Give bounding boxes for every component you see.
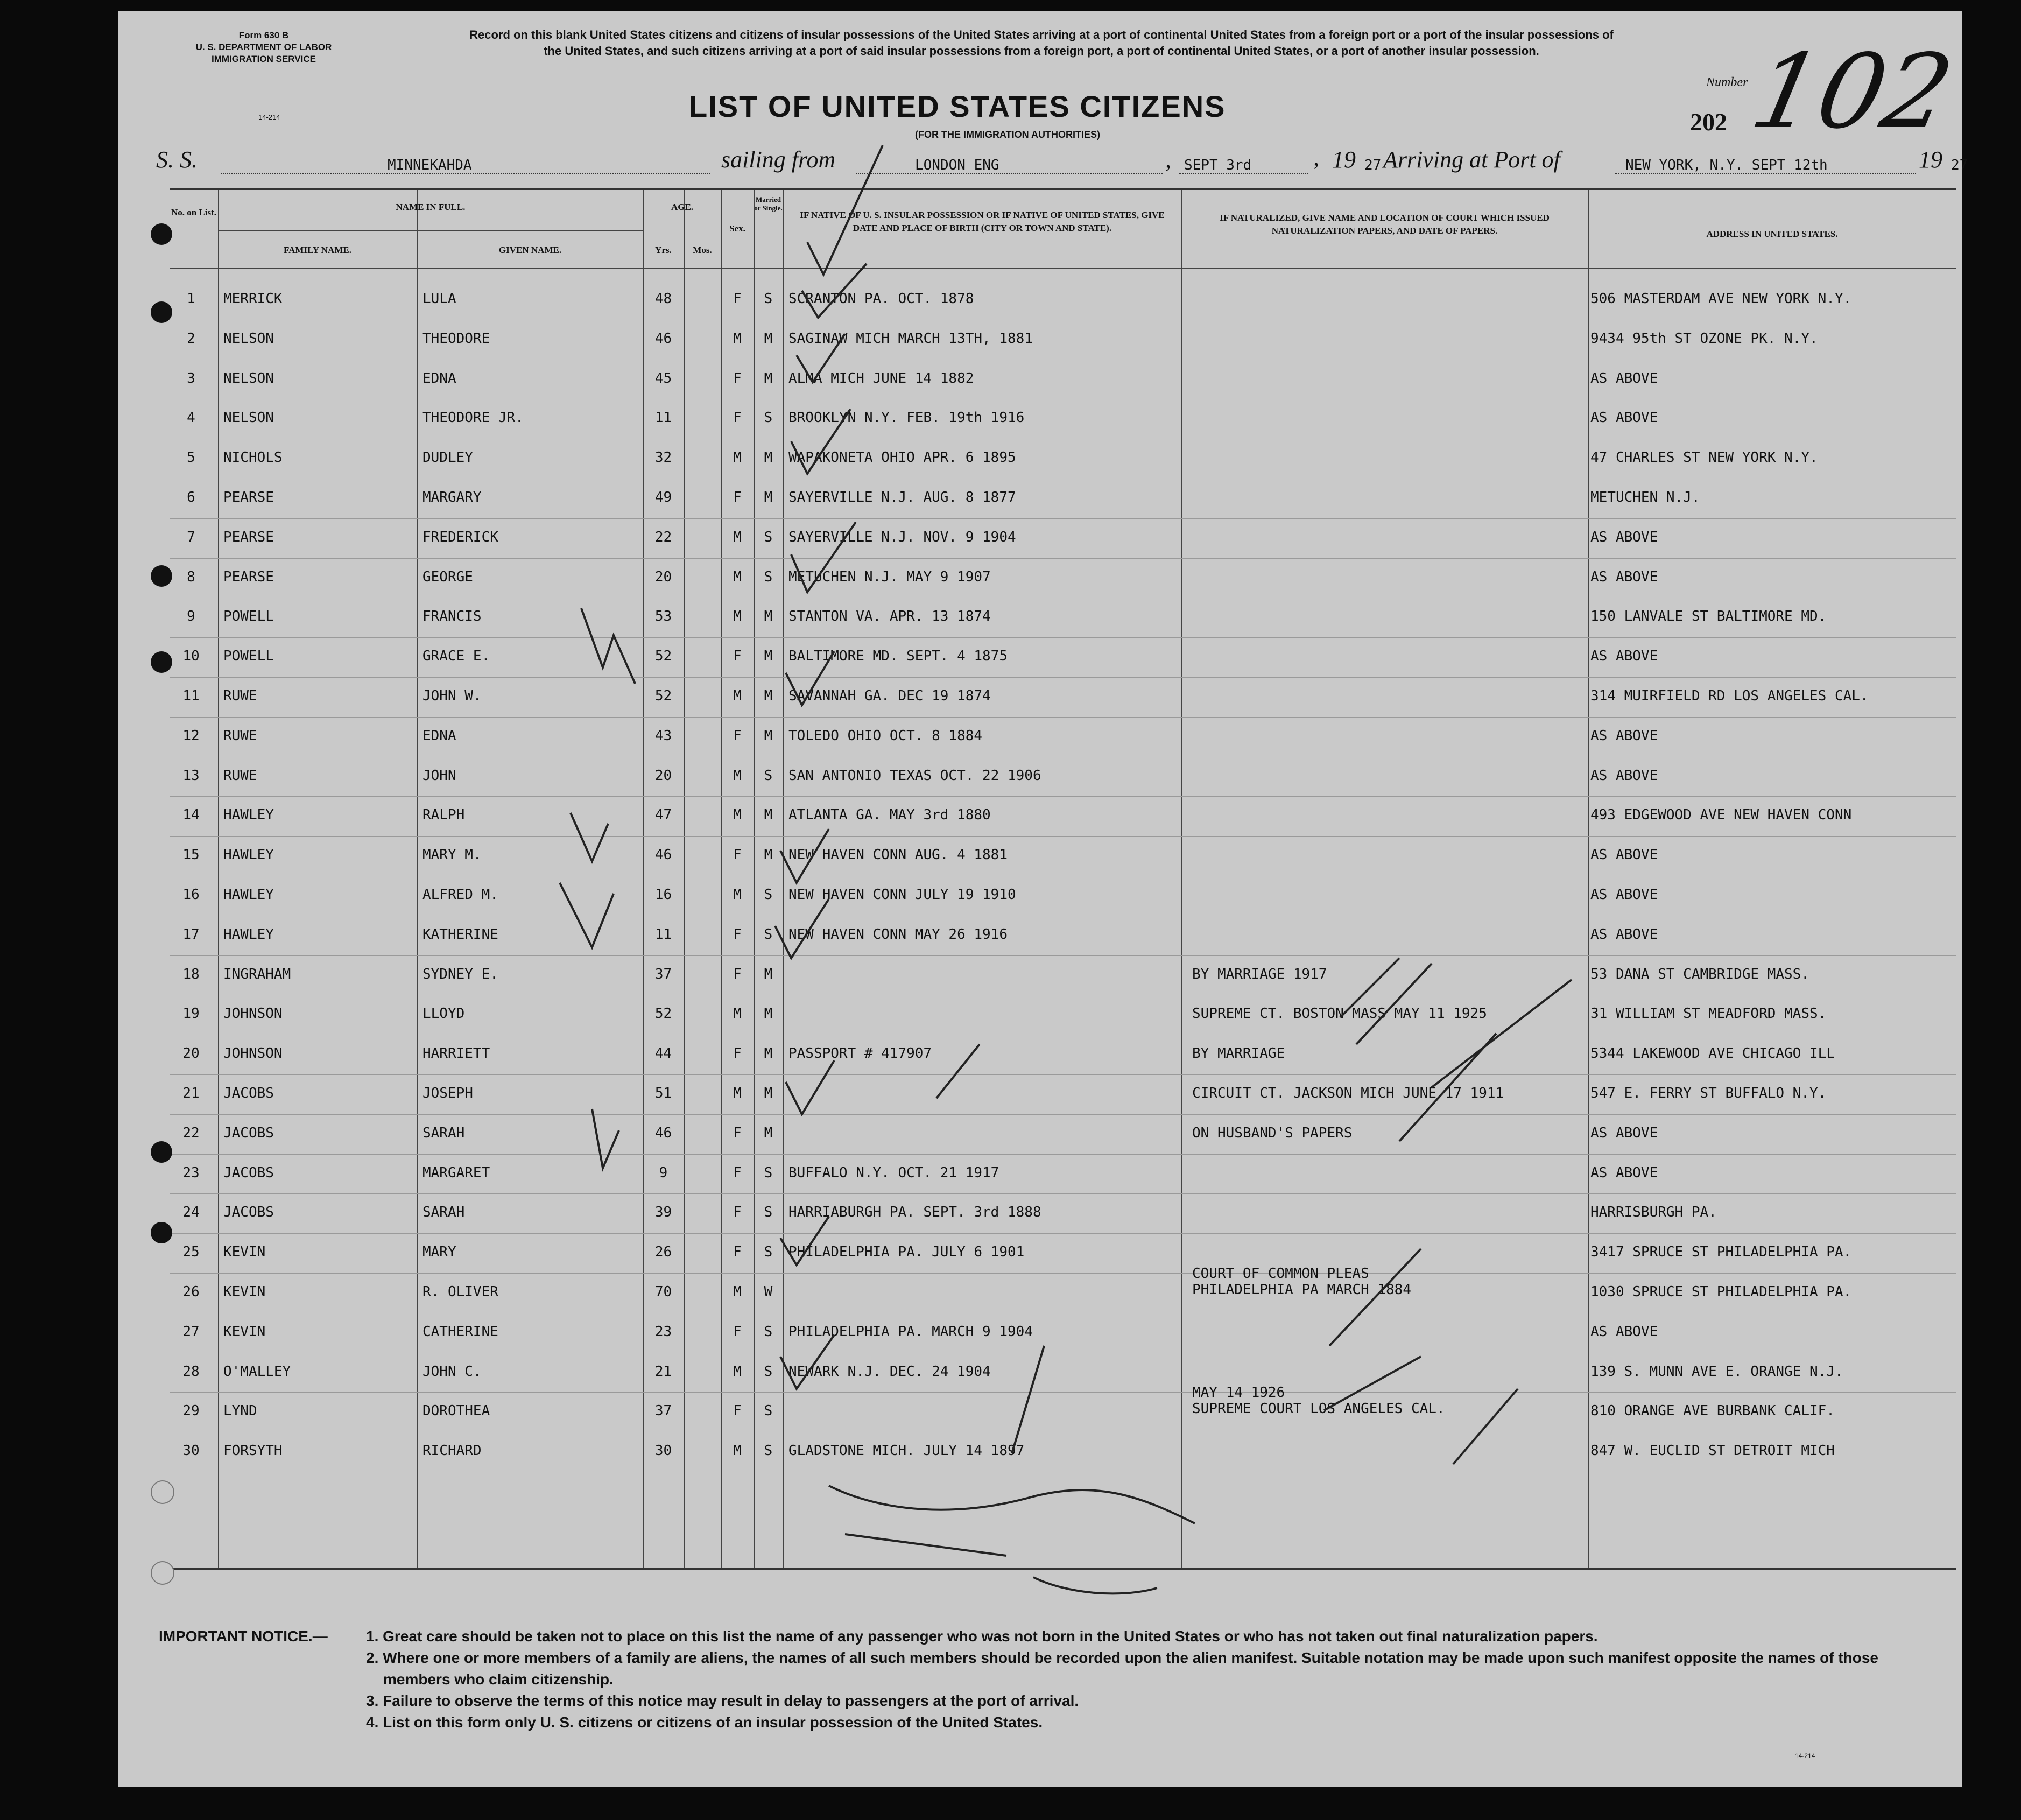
- col-sex: Sex.: [729, 223, 745, 234]
- given-name: JOHN W.: [422, 688, 482, 704]
- col-given-name: GIVEN NAME.: [498, 245, 562, 255]
- birth-info: SAYERVILLE N.J. NOV. 9 1904: [788, 529, 1016, 545]
- given-name: EDNA: [422, 370, 456, 387]
- given-name: THEODORE: [422, 330, 490, 347]
- row-number: 6: [187, 489, 195, 505]
- given-name: DOROTHEA: [422, 1403, 490, 1420]
- sex: F: [733, 926, 742, 943]
- age-years: 46: [654, 1125, 672, 1141]
- us-address: 53 DANA ST CAMBRIDGE MASS.: [1590, 966, 1809, 982]
- us-address: AS ABOVE: [1590, 1125, 1658, 1141]
- voyage-line: S. S. MINNEKAHDA sailing from LONDON ENG , SEPT 3rd , 19 27 Arriving at Port of NEW YORK, N.Y. SEPT 12th 19 27: [156, 144, 1968, 173]
- given-name: FREDERICK: [422, 529, 498, 545]
- birth-info: GLADSTONE MICH. JULY 14 1897: [788, 1443, 1025, 1459]
- family-name: RUWE: [223, 688, 257, 704]
- given-name: EDNA: [422, 727, 456, 744]
- marital-status: M: [764, 1085, 773, 1101]
- check-mark: [780, 1217, 829, 1265]
- number-label: Number: [1706, 75, 1748, 89]
- row-number: 3: [187, 370, 195, 387]
- family-name: FORSYTH: [223, 1443, 283, 1459]
- sex: M: [733, 1363, 742, 1380]
- sex: F: [733, 1164, 742, 1181]
- us-address: METUCHEN N.J.: [1590, 489, 1700, 505]
- family-name: INGRAHAM: [223, 966, 291, 982]
- age-years: 22: [654, 529, 672, 545]
- sex: M: [733, 1443, 742, 1459]
- birth-info: SAVANNAH GA. DEC 19 1874: [788, 688, 991, 704]
- us-address: AS ABOVE: [1590, 648, 1658, 665]
- notice-item: 4. List on this form only U. S. citizens or citizens of an insular possession of the United States.: [366, 1714, 1043, 1731]
- row-number: 21: [182, 1085, 200, 1101]
- row-number: 15: [182, 847, 200, 863]
- family-name: HAWLEY: [223, 887, 274, 903]
- row-number: 5: [187, 449, 195, 466]
- row-number: 13: [182, 767, 200, 784]
- sex: F: [733, 1045, 742, 1062]
- age-years: 9: [659, 1164, 668, 1181]
- sex: F: [733, 727, 742, 744]
- sex: M: [733, 330, 742, 347]
- age-years: 37: [654, 1403, 672, 1420]
- family-name: KEVIN: [223, 1284, 266, 1300]
- family-name: HAWLEY: [223, 847, 274, 863]
- age-years: 23: [654, 1323, 672, 1340]
- row-number: 20: [182, 1045, 200, 1062]
- marital-status: S: [764, 1323, 773, 1340]
- row-number: 8: [187, 568, 195, 585]
- row-number: 28: [182, 1363, 200, 1380]
- marital-status: S: [764, 887, 773, 903]
- family-name: NELSON: [223, 330, 274, 347]
- birth-info: STANTON VA. APR. 13 1874: [788, 608, 991, 625]
- us-address: 139 S. MUNN AVE E. ORANGE N.J.: [1590, 1363, 1843, 1380]
- us-address: 47 CHARLES ST NEW YORK N.Y.: [1590, 449, 1818, 466]
- sex: M: [733, 688, 742, 704]
- marital-status: M: [764, 966, 773, 982]
- given-name: MARGARY: [422, 489, 482, 505]
- sex: F: [733, 966, 742, 982]
- us-address: AS ABOVE: [1590, 1164, 1658, 1181]
- family-name: KEVIN: [223, 1323, 266, 1340]
- us-address: 810 ORANGE AVE BURBANK CALIF.: [1590, 1403, 1835, 1420]
- arriving-label: Arriving at Port of: [1383, 146, 1560, 173]
- family-name: KEVIN: [223, 1244, 266, 1261]
- given-name: THEODORE JR.: [422, 410, 524, 426]
- family-name: JACOBS: [223, 1204, 274, 1221]
- given-name: SARAH: [422, 1204, 465, 1221]
- us-address: AS ABOVE: [1590, 847, 1658, 863]
- marital-status: S: [764, 529, 773, 545]
- sex: F: [733, 1403, 742, 1420]
- marital-status: M: [764, 688, 773, 704]
- row-number: 2: [187, 330, 195, 347]
- ss-label: S. S.: [156, 146, 198, 173]
- given-name: GEORGE: [422, 568, 473, 585]
- row-number: 29: [182, 1403, 200, 1420]
- us-address: AS ABOVE: [1590, 568, 1658, 585]
- sex: F: [733, 1244, 742, 1261]
- given-name: MARGARET: [422, 1164, 490, 1181]
- birth-info: WAPAKONETA OHIO APR. 6 1895: [788, 449, 1016, 466]
- birth-info: NEW HAVEN CONN MAY 26 1916: [788, 926, 1008, 943]
- handwritten-list-number: 102: [1742, 32, 1963, 151]
- family-name: O'MALLEY: [223, 1363, 291, 1380]
- birth-info: NEWARK N.J. DEC. 24 1904: [788, 1363, 991, 1380]
- us-address: HARRISBURGH PA.: [1590, 1204, 1717, 1221]
- page-title: LIST OF UNITED STATES CITIZENS: [689, 89, 1226, 123]
- sex: F: [733, 648, 742, 665]
- age-years: 49: [654, 489, 672, 505]
- sex: F: [733, 291, 742, 307]
- us-address: AS ABOVE: [1590, 727, 1658, 744]
- age-years: 37: [654, 966, 672, 982]
- age-years: 16: [654, 887, 672, 903]
- age-years: 26: [654, 1244, 672, 1261]
- col-name-in-full: NAME IN FULL.: [396, 202, 466, 212]
- age-years: 52: [654, 648, 672, 665]
- marital-status: S: [764, 1363, 773, 1380]
- us-address: AS ABOVE: [1590, 926, 1658, 943]
- naturalization-info: ON HUSBAND'S PAPERS: [1192, 1125, 1353, 1141]
- us-address: 547 E. FERRY ST BUFFALO N.Y.: [1590, 1085, 1827, 1101]
- check-mark: [780, 829, 829, 883]
- sex: M: [733, 1085, 742, 1101]
- age-years: 48: [654, 291, 672, 307]
- department-name: U. S. DEPARTMENT OF LABOR: [195, 42, 332, 52]
- given-name: JOHN: [422, 767, 456, 784]
- col-age: AGE.: [671, 202, 694, 212]
- col-no: No. on List.: [171, 207, 217, 217]
- marital-status: S: [764, 926, 773, 943]
- form-number: Form 630 B: [238, 30, 289, 40]
- list-prefix: 202: [1690, 108, 1727, 136]
- check-mark: [780, 1335, 834, 1389]
- birth-info: PHILADELPHIA PA. JULY 6 1901: [788, 1244, 1025, 1261]
- row-number: 19: [182, 1006, 200, 1022]
- sex: F: [733, 410, 742, 426]
- age-years: 32: [654, 449, 672, 466]
- birth-info: NEW HAVEN CONN JULY 19 1910: [788, 887, 1016, 903]
- row-number: 14: [182, 807, 200, 824]
- row-number: 1: [187, 291, 195, 307]
- row-number: 26: [182, 1284, 200, 1300]
- age-years: 51: [654, 1085, 672, 1101]
- row-number: 4: [187, 410, 195, 426]
- row-number: 16: [182, 887, 200, 903]
- marital-status: M: [764, 489, 773, 505]
- family-name: NELSON: [223, 370, 274, 387]
- family-name: NELSON: [223, 410, 274, 426]
- birth-info: BROOKLYN N.Y. FEB. 19th 1916: [788, 410, 1025, 426]
- arrival-port: NEW YORK, N.Y. SEPT 12th: [1625, 157, 1828, 173]
- given-name: RICHARD: [422, 1443, 482, 1459]
- family-name: JACOBS: [223, 1125, 274, 1141]
- birth-info: NEW HAVEN CONN AUG. 4 1881: [788, 847, 1008, 863]
- naturalization-info: BY MARRIAGE: [1192, 1045, 1285, 1062]
- given-name: DUDLEY: [422, 449, 473, 466]
- given-name: R. OLIVER: [422, 1284, 498, 1300]
- check-mark: [791, 522, 856, 592]
- age-years: 43: [654, 727, 672, 744]
- age-years: 47: [654, 807, 672, 824]
- family-name: PEARSE: [223, 568, 274, 585]
- col-birth: IF NATIVE OF U. S. INSULAR POSSESSION OR IF NATIVE OF UNITED STATES, GIVE DATE AND PLACE OF BIRTH (CITY OR TOWN AND STATE).: [800, 210, 1165, 233]
- sailing-label: sailing from: [721, 146, 836, 173]
- check-mark: [791, 409, 850, 474]
- family-name: RUWE: [223, 727, 257, 744]
- row-number: 18: [182, 966, 200, 982]
- check-mark: [786, 651, 834, 705]
- birth-info: SAN ANTONIO TEXAS OCT. 22 1906: [788, 767, 1041, 784]
- given-name: LLOYD: [422, 1006, 465, 1022]
- row-number: 27: [182, 1323, 200, 1340]
- marital-status: S: [764, 1244, 773, 1261]
- sex: F: [733, 1204, 742, 1221]
- sex: M: [733, 608, 742, 625]
- given-name: LULA: [422, 291, 456, 307]
- marital-status: S: [764, 410, 773, 426]
- given-name: SYDNEY E.: [422, 966, 498, 982]
- row-number: 17: [182, 926, 200, 943]
- age-years: 11: [654, 410, 672, 426]
- sailing-from: LONDON ENG: [915, 157, 999, 173]
- record-instructions: Record on this blank United States citizens and citizens of insular possessions of the United States arriving at a port of continental United States from a foreign port or a port of the insular possessions of the United States, and such citizens arriving at a port of said insular possessions from a foreign port, a port of continental United States, or a port of another insular possession.: [469, 28, 1614, 58]
- notice-item: 3. Failure to observe the terms of this notice may result in delay to passengers at the port of arrival.: [366, 1692, 1079, 1709]
- age-years: 20: [654, 767, 672, 784]
- ship-name: MINNEKAHDA: [388, 157, 472, 173]
- us-address: AS ABOVE: [1590, 767, 1658, 784]
- age-years: 30: [654, 1443, 672, 1459]
- us-address: 5344 LAKEWOOD AVE CHICAGO ILL: [1590, 1045, 1835, 1062]
- notice-lead: IMPORTANT NOTICE.—: [159, 1628, 328, 1645]
- col-mos: Mos.: [693, 245, 712, 255]
- birth-info: ALMA MICH JUNE 14 1882: [788, 370, 974, 387]
- age-years: 46: [654, 847, 672, 863]
- marital-status: S: [764, 1443, 773, 1459]
- sex: F: [733, 370, 742, 387]
- us-address: 847 W. EUCLID ST DETROIT MICH: [1590, 1443, 1835, 1459]
- given-name: JOSEPH: [422, 1085, 473, 1101]
- col-married-single: Married or Single.: [754, 195, 783, 212]
- family-name: JACOBS: [223, 1164, 274, 1181]
- row-number: 12: [182, 727, 200, 744]
- marital-status: S: [764, 568, 773, 585]
- family-name: JOHNSON: [223, 1045, 283, 1062]
- us-address: AS ABOVE: [1590, 410, 1658, 426]
- birth-info: PHILADELPHIA PA. MARCH 9 1904: [788, 1323, 1033, 1340]
- family-name: PEARSE: [223, 529, 274, 545]
- us-address: AS ABOVE: [1590, 1323, 1658, 1340]
- us-address: 506 MASTERDAM AVE NEW YORK N.Y.: [1590, 291, 1852, 307]
- col-family-name: FAMILY NAME.: [284, 245, 351, 255]
- naturalization-info: MAY 14 1926 SUPREME COURT LOS ANGELES CAL.: [1192, 1385, 1445, 1417]
- given-name: HARRIETT: [422, 1045, 490, 1062]
- age-years: 20: [654, 568, 672, 585]
- marital-status: S: [764, 1403, 773, 1420]
- us-address: 493 EDGEWOOD AVE NEW HAVEN CONN: [1590, 807, 1852, 824]
- naturalization-info: COURT OF COMMON PLEAS PHILADELPHIA PA MARCH 1884: [1192, 1266, 1411, 1298]
- family-name: NICHOLS: [223, 449, 283, 466]
- sex: M: [733, 529, 742, 545]
- naturalization-info: SUPREME CT. BOSTON MASS MAY 11 1925: [1192, 1006, 1487, 1022]
- family-name: HAWLEY: [223, 807, 274, 824]
- col-naturalized: IF NATURALIZED, GIVE NAME AND LOCATION OF COURT WHICH ISSUED NATURALIZATION PAPERS, AND DATE OF PAPERS.: [1220, 213, 1550, 236]
- notice-item: 1. Great care should be taken not to place on this list the name of any passenger who was not born in the United States or who has not taken out final naturalization papers.: [366, 1628, 1598, 1645]
- sex: M: [733, 1284, 742, 1300]
- given-name: CATHERINE: [422, 1323, 498, 1340]
- marital-status: S: [764, 1164, 773, 1181]
- col-yrs: Yrs.: [655, 245, 672, 255]
- us-address: 150 LANVALE ST BALTIMORE MD.: [1590, 608, 1827, 625]
- age-years: 21: [654, 1363, 672, 1380]
- age-years: 52: [654, 688, 672, 704]
- age-years: 39: [654, 1204, 672, 1221]
- row-number: 10: [182, 648, 200, 665]
- row-number: 30: [182, 1443, 200, 1459]
- sex: M: [733, 568, 742, 585]
- marital-status: M: [764, 1045, 773, 1062]
- marital-status: S: [764, 767, 773, 784]
- birth-info: TOLEDO OHIO OCT. 8 1884: [788, 727, 983, 744]
- given-name: FRANCIS: [422, 608, 482, 625]
- row-number: 25: [182, 1244, 200, 1261]
- birth-info: METUCHEN N.J. MAY 9 1907: [788, 568, 991, 585]
- check-mark: [786, 1060, 834, 1114]
- age-years: 44: [654, 1045, 672, 1062]
- row-number: 22: [182, 1125, 200, 1141]
- marital-status: M: [764, 370, 773, 387]
- age-years: 52: [654, 1006, 672, 1022]
- us-address: AS ABOVE: [1590, 887, 1658, 903]
- birth-info: SAYERVILLE N.J. AUG. 8 1877: [788, 489, 1016, 505]
- service-name: IMMIGRATION SERVICE: [212, 54, 316, 64]
- birth-info: HARRIABURGH PA. SEPT. 3rd 1888: [788, 1204, 1041, 1221]
- marital-status: M: [764, 608, 773, 625]
- naturalization-info: BY MARRIAGE 1917: [1192, 966, 1327, 982]
- page-subtitle: (FOR THE IMMIGRATION AUTHORITIES): [915, 129, 1100, 140]
- age-years: 45: [654, 370, 672, 387]
- sex: M: [733, 807, 742, 824]
- sex: M: [733, 767, 742, 784]
- year-prefix: 19: [1332, 146, 1356, 173]
- us-address: AS ABOVE: [1590, 370, 1658, 387]
- sex: F: [733, 847, 742, 863]
- birth-info: SCRANTON PA. OCT. 1878: [788, 291, 974, 307]
- given-name: JOHN C.: [422, 1363, 482, 1380]
- us-address: 1030 SPRUCE ST PHILADELPHIA PA.: [1590, 1284, 1852, 1300]
- given-name: SARAH: [422, 1125, 465, 1141]
- age-years: 46: [654, 330, 672, 347]
- row-number: 7: [187, 529, 195, 545]
- family-name: PEARSE: [223, 489, 274, 505]
- marital-status: S: [764, 291, 773, 307]
- arrival-year-prefix: 19: [1919, 146, 1942, 173]
- birth-info: BALTIMORE MD. SEPT. 4 1875: [788, 648, 1008, 665]
- marital-status: M: [764, 1125, 773, 1141]
- birth-info: PASSPORT # 417907: [788, 1045, 932, 1062]
- sailing-date: SEPT 3rd: [1184, 157, 1252, 173]
- marital-status: W: [764, 1284, 773, 1300]
- col-address: ADDRESS IN UNITED STATES.: [1706, 229, 1838, 239]
- check-mark: [807, 145, 883, 275]
- form-code: 14-214: [258, 113, 280, 121]
- marital-status: S: [764, 1204, 773, 1221]
- us-address: 314 MUIRFIELD RD LOS ANGELES CAL.: [1590, 688, 1869, 704]
- notice-item: 2. Where one or more members of a family are aliens, the names of all such members should be recorded upon the alien manifest. Suitable notation may be made upon such manifest opposite the names of those members who claim citizenship.: [366, 1649, 1878, 1688]
- us-address: 9434 95th ST OZONE PK. N.Y.: [1590, 330, 1818, 347]
- given-name: ALFRED M.: [422, 887, 498, 903]
- arrival-year: 27: [1951, 157, 1968, 173]
- age-years: 53: [654, 608, 672, 625]
- given-name: MARY M.: [422, 847, 482, 863]
- sex: M: [733, 449, 742, 466]
- sex: F: [733, 1323, 742, 1340]
- marital-status: M: [764, 330, 773, 347]
- family-name: LYND: [223, 1403, 257, 1420]
- family-name: JACOBS: [223, 1085, 274, 1101]
- marital-status: M: [764, 449, 773, 466]
- given-name: RALPH: [422, 807, 465, 824]
- given-name: MARY: [422, 1244, 456, 1261]
- family-name: RUWE: [223, 767, 257, 784]
- birth-info: SAGINAW MICH MARCH 13TH, 1881: [788, 330, 1033, 347]
- given-name: KATHERINE: [422, 926, 498, 943]
- sex: F: [733, 1125, 742, 1141]
- age-years: 70: [654, 1284, 672, 1300]
- sex: M: [733, 1006, 742, 1022]
- naturalization-info: CIRCUIT CT. JACKSON MICH JUNE 17 1911: [1192, 1085, 1504, 1101]
- handwriting-overlay: [118, 11, 1968, 1787]
- row-number: 11: [182, 688, 200, 704]
- sex: F: [733, 489, 742, 505]
- marital-status: M: [764, 1006, 773, 1022]
- age-years: 11: [654, 926, 672, 943]
- marital-status: M: [764, 727, 773, 744]
- row-number: 9: [187, 608, 195, 625]
- family-name: POWELL: [223, 648, 274, 665]
- us-address: 31 WILLIAM ST MEADFORD MASS.: [1590, 1006, 1827, 1022]
- given-name: GRACE E.: [422, 648, 490, 665]
- check-mark: [797, 334, 845, 382]
- birth-info: ATLANTA GA. MAY 3rd 1880: [788, 807, 991, 824]
- marital-status: M: [764, 807, 773, 824]
- check-mark: [802, 264, 867, 318]
- check-mark: [775, 899, 829, 958]
- marital-status: M: [764, 847, 773, 863]
- family-name: POWELL: [223, 608, 274, 625]
- row-number: 23: [182, 1164, 200, 1181]
- row-number: 24: [182, 1204, 200, 1221]
- manifest-sheet: [118, 11, 1968, 1787]
- footer-code: 14-214: [1795, 1752, 1815, 1760]
- sailing-year: 27: [1364, 157, 1382, 173]
- marital-status: M: [764, 648, 773, 665]
- us-address: 3417 SPRUCE ST PHILADELPHIA PA.: [1590, 1244, 1852, 1261]
- sex: M: [733, 887, 742, 903]
- birth-info: BUFFALO N.Y. OCT. 21 1917: [788, 1164, 999, 1181]
- family-name: MERRICK: [223, 291, 283, 307]
- notice-items: [366, 1626, 1927, 1733]
- us-address: AS ABOVE: [1590, 529, 1658, 545]
- family-name: HAWLEY: [223, 926, 274, 943]
- family-name: JOHNSON: [223, 1006, 283, 1022]
